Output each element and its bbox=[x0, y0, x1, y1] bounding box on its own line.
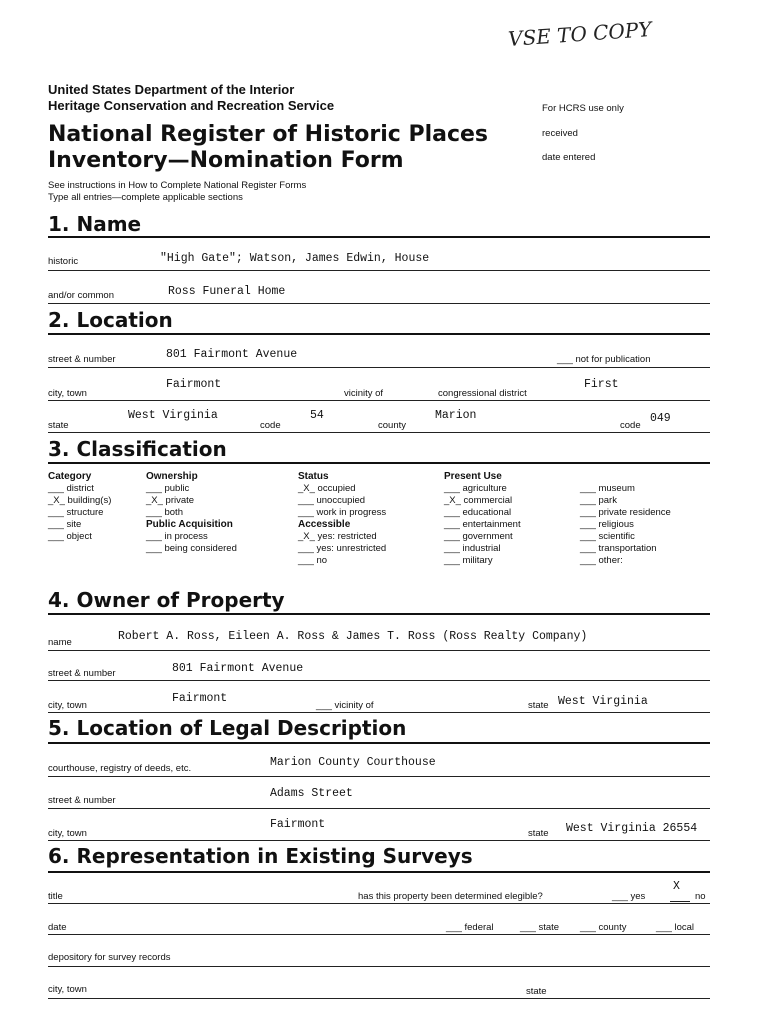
common-label: and/or common bbox=[48, 290, 115, 301]
form-title-1: National Register of Historic Places bbox=[48, 122, 489, 147]
state-option: ___ state bbox=[520, 922, 560, 933]
instructions-line-1: See instructions in How to Complete National Register Forms bbox=[48, 180, 307, 191]
legal-city-label: city, town bbox=[48, 828, 87, 839]
eligible-yes: ___ yes bbox=[612, 891, 646, 902]
county-option: ___ county bbox=[580, 922, 627, 933]
section-5-rule bbox=[48, 742, 710, 744]
depository-line bbox=[48, 966, 710, 967]
code2-value: 049 bbox=[650, 412, 671, 425]
survey-state-label: state bbox=[526, 986, 547, 997]
courthouse-label: courthouse, registry of deeds, etc. bbox=[48, 763, 192, 774]
section-6-rule bbox=[48, 871, 710, 873]
instructions-line-2: Type all entries—complete applicable sections bbox=[48, 192, 243, 203]
legal-street-line bbox=[48, 808, 710, 809]
owner-street-value: 801 Fairmont Avenue bbox=[172, 662, 304, 675]
present-use-item: ___ industrial bbox=[444, 543, 501, 554]
depository-label: depository for survey records bbox=[48, 952, 171, 963]
date-entered-label: date entered bbox=[542, 152, 596, 163]
accessible-item: ___ yes: unrestricted bbox=[298, 543, 387, 554]
status-item: ___ unoccupied bbox=[298, 495, 366, 506]
category-item: ___ structure bbox=[48, 507, 104, 518]
owner-street-label: street & number bbox=[48, 668, 116, 679]
courthouse-value: Marion County Courthouse bbox=[270, 756, 436, 769]
section-2-rule bbox=[48, 333, 710, 335]
historic-value: "High Gate"; Watson, James Edwin, House bbox=[160, 252, 430, 265]
category-item: _X_ building(s) bbox=[48, 495, 112, 506]
code2-label: code bbox=[620, 420, 641, 431]
legal-state-label: state bbox=[528, 828, 549, 839]
accessible-heading: Accessible bbox=[298, 519, 351, 530]
section-4-heading: 4. Owner of Property bbox=[48, 588, 285, 612]
state-line bbox=[48, 432, 710, 433]
survey-date-label: date bbox=[48, 922, 67, 933]
legal-city-value: Fairmont bbox=[270, 818, 326, 831]
survey-title-label: title bbox=[48, 891, 63, 902]
handwritten-note: VSE TO COPY bbox=[507, 17, 653, 51]
owner-state-value: West Virginia bbox=[558, 695, 648, 708]
owner-city-label: city, town bbox=[48, 700, 87, 711]
category-heading: Category bbox=[48, 471, 92, 482]
county-label: county bbox=[378, 420, 406, 431]
present-use-item: ___ transportation bbox=[580, 543, 657, 554]
office-use-label: For HCRS use only bbox=[542, 103, 624, 114]
owner-state-label: state bbox=[528, 700, 549, 711]
historic-label: historic bbox=[48, 256, 79, 267]
agency-line-2: Heritage Conservation and Recreation Service bbox=[48, 98, 335, 113]
county-value: Marion bbox=[435, 409, 477, 422]
ownership-item: ___ public bbox=[146, 483, 190, 494]
owner-city-line bbox=[48, 712, 710, 713]
present-use-item: ___ other: bbox=[580, 555, 623, 566]
present-use-heading: Present Use bbox=[444, 471, 502, 482]
street-value: 801 Fairmont Avenue bbox=[166, 348, 298, 361]
section-2-heading: 2. Location bbox=[48, 308, 173, 332]
legal-city-line bbox=[48, 840, 710, 841]
section-1-rule bbox=[48, 236, 710, 238]
present-use-item: ___ park bbox=[580, 495, 617, 506]
status-item: _X_ occupied bbox=[298, 483, 356, 494]
congress-value: First bbox=[584, 378, 619, 391]
ownership-item: ___ both bbox=[146, 507, 183, 518]
category-item: ___ site bbox=[48, 519, 82, 530]
present-use-item: _X_ commercial bbox=[444, 495, 513, 506]
present-use-item: ___ entertainment bbox=[444, 519, 521, 530]
survey-city-label: city, town bbox=[48, 984, 87, 995]
owner-vicinity: ___ vicinity of bbox=[316, 700, 374, 711]
category-column bbox=[48, 471, 111, 543]
owner-name-value: Robert A. Ross, Eileen A. Ross & James T. Ross (Ross Realty Company) bbox=[118, 630, 588, 643]
congress-label: congressional district bbox=[438, 388, 527, 399]
accessible-item: ___ no bbox=[298, 555, 328, 566]
status-item: ___ work in progress bbox=[298, 507, 387, 518]
vicinity-label: vicinity of bbox=[344, 388, 384, 399]
section-5-heading: 5. Location of Legal Description bbox=[48, 716, 407, 740]
city-label: city, town bbox=[48, 388, 87, 399]
survey-date-line bbox=[48, 934, 710, 935]
present-use-item: ___ museum bbox=[580, 483, 635, 494]
section-3-rule bbox=[48, 462, 710, 464]
legal-street-label: street & number bbox=[48, 795, 116, 806]
survey-title-line bbox=[48, 903, 710, 904]
form-title-2: Inventory—Nomination Form bbox=[48, 148, 404, 173]
present-use-item: ___ military bbox=[444, 555, 493, 566]
survey-city-line bbox=[48, 998, 710, 999]
owner-name-line bbox=[48, 650, 710, 651]
street-line bbox=[48, 367, 710, 368]
present-use-column-1 bbox=[444, 471, 521, 567]
city-line bbox=[48, 400, 710, 401]
present-use-item: ___ government bbox=[444, 531, 513, 542]
state-label: state bbox=[48, 420, 69, 431]
not-for-publication: ___ not for publication bbox=[557, 354, 651, 365]
local-option: ___ local bbox=[656, 922, 695, 933]
common-value: Ross Funeral Home bbox=[168, 285, 286, 298]
accessible-item: _X_ yes: restricted bbox=[298, 531, 377, 542]
category-item: ___ object bbox=[48, 531, 92, 542]
state-value: West Virginia bbox=[128, 409, 218, 422]
owner-street-line bbox=[48, 680, 710, 681]
code-value: 54 bbox=[310, 409, 324, 422]
ownership-heading: Ownership bbox=[146, 471, 198, 482]
received-label: received bbox=[542, 128, 578, 139]
federal-option: ___ federal bbox=[446, 922, 494, 933]
historic-line bbox=[48, 270, 710, 271]
present-use-item: ___ scientific bbox=[580, 531, 635, 542]
courthouse-line bbox=[48, 776, 710, 777]
ownership-item: _X_ private bbox=[146, 495, 195, 506]
present-use-item: ___ educational bbox=[444, 507, 512, 518]
status-column bbox=[298, 471, 386, 567]
owner-name-label: name bbox=[48, 637, 72, 648]
owner-city-value: Fairmont bbox=[172, 692, 228, 705]
section-6-heading: 6. Representation in Existing Surveys bbox=[48, 844, 473, 868]
category-item: ___ district bbox=[48, 483, 94, 494]
common-line bbox=[48, 303, 710, 304]
legal-street-value: Adams Street bbox=[270, 787, 353, 800]
code-label: code bbox=[260, 420, 281, 431]
ownership-column bbox=[146, 471, 237, 555]
section-1-heading: 1. Name bbox=[48, 212, 142, 236]
status-heading: Status bbox=[298, 471, 329, 482]
legal-state-value: West Virginia 26554 bbox=[566, 822, 698, 835]
present-use-item: ___ agriculture bbox=[444, 483, 507, 494]
section-4-rule bbox=[48, 613, 710, 615]
acquisition-item: ___ being considered bbox=[146, 543, 237, 554]
city-value: Fairmont bbox=[166, 378, 222, 391]
present-use-item: ___ private residence bbox=[580, 507, 671, 518]
eligible-question: has this property been determined elegible? bbox=[358, 891, 543, 902]
acquisition-item: ___ in process bbox=[146, 531, 208, 542]
street-label: street & number bbox=[48, 354, 116, 365]
eligible-no-mark: X bbox=[673, 880, 680, 893]
agency-line-1: United States Department of the Interior bbox=[48, 82, 295, 97]
acquisition-heading: Public Acquisition bbox=[146, 519, 233, 530]
present-use-column-2 bbox=[580, 483, 671, 567]
eligible-no-blank bbox=[670, 901, 690, 902]
eligible-no: no bbox=[695, 891, 706, 902]
section-3-heading: 3. Classification bbox=[48, 437, 227, 461]
present-use-item: ___ religious bbox=[580, 519, 634, 530]
